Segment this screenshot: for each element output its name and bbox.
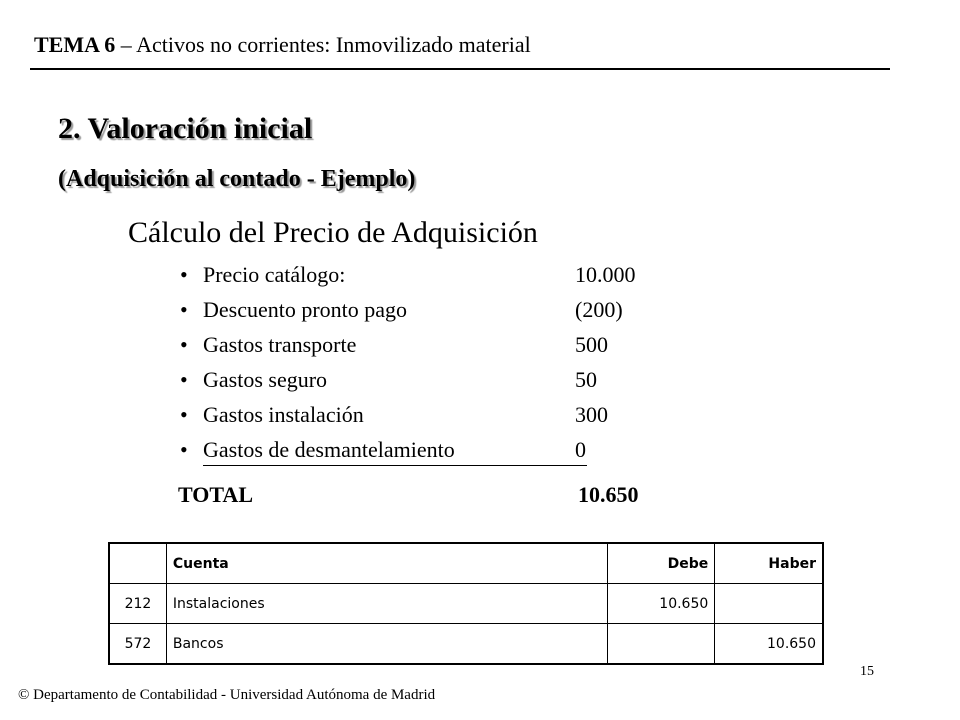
account-name: Instalaciones — [166, 584, 607, 624]
section-subtitle: (Adquisición al contado - Ejemplo) — [58, 166, 416, 192]
header-divider — [30, 68, 890, 70]
debe-amount: 10.650 — [607, 584, 715, 624]
cost-item-value: (200) — [575, 297, 623, 322]
bullet-icon: • — [180, 402, 188, 427]
cost-item-label: Gastos de desmantelamiento — [203, 437, 455, 462]
account-code: 572 — [109, 624, 166, 665]
header-code — [109, 543, 166, 584]
cost-item — [180, 437, 700, 472]
haber-amount — [715, 584, 823, 624]
cost-item-value: 500 — [575, 332, 608, 357]
cost-items-list — [180, 262, 700, 472]
account-name: Bancos — [166, 624, 607, 665]
bullet-icon: • — [180, 332, 188, 357]
cost-item — [180, 262, 700, 297]
header-subtitle: Activos no corrientes: Inmovilizado material — [136, 32, 531, 57]
header-cuenta: Cuenta — [166, 543, 607, 584]
table-row — [109, 624, 823, 665]
cost-item-value: 50 — [575, 367, 597, 392]
subtotal-underline — [203, 465, 587, 466]
cost-item-value: 0 — [575, 437, 586, 462]
table-header-row — [109, 543, 823, 584]
cost-item-label: Gastos seguro — [203, 367, 328, 392]
page-number: 15 — [860, 664, 874, 679]
header-haber: Haber — [715, 543, 823, 584]
cost-item-label: Precio catálogo: — [203, 262, 346, 287]
cost-item — [180, 367, 700, 402]
header-title — [34, 32, 531, 58]
cost-item — [180, 332, 700, 367]
bullet-icon: • — [180, 437, 188, 462]
bullet-icon: • — [180, 297, 188, 322]
header-dash: – — [115, 32, 137, 57]
cost-item-label: Descuento pronto pago — [203, 297, 408, 322]
header-debe: Debe — [607, 543, 715, 584]
calculation-heading: Cálculo del Precio de Adquisición — [128, 216, 538, 249]
debe-amount — [607, 624, 715, 665]
table-row — [109, 584, 823, 624]
cost-item-value: 10.000 — [575, 262, 636, 287]
footer-copyright: © Departamento de Contabilidad - Universidad Autónoma de Madrid — [18, 687, 436, 703]
cost-item-value: 300 — [575, 402, 608, 427]
account-code: 212 — [109, 584, 166, 624]
total-value: 10.650 — [578, 482, 639, 507]
journal-entry-table — [108, 542, 824, 665]
bullet-icon: • — [180, 262, 188, 287]
bullet-icon: • — [180, 367, 188, 392]
haber-amount: 10.650 — [715, 624, 823, 665]
section-title: 2. Valoración inicial — [58, 112, 313, 145]
cost-item — [180, 297, 700, 332]
total-label: TOTAL — [178, 482, 253, 507]
header-tema: TEMA 6 — [34, 32, 116, 57]
cost-item-label: Gastos instalación — [203, 402, 364, 427]
cost-item-label: Gastos transporte — [203, 332, 357, 357]
cost-item — [180, 402, 700, 437]
